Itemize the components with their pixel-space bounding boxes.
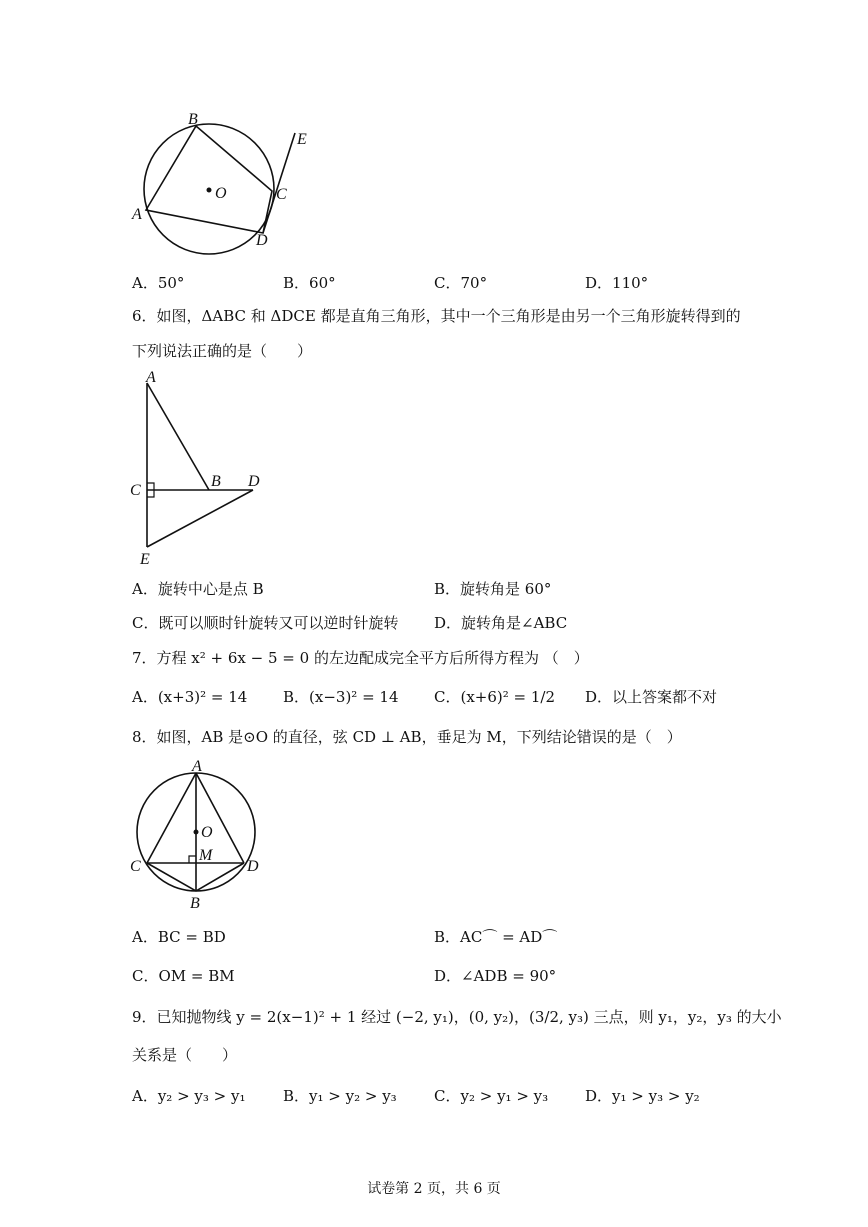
q5-figure bbox=[120, 105, 330, 265]
q6-option-a: A．旋转中心是点 B bbox=[132, 580, 264, 598]
q7-option-b: B．(x−3)² = 14 bbox=[283, 688, 399, 706]
q6-label-e: E bbox=[140, 551, 150, 568]
q6-option-d: D．旋转角是∠ABC bbox=[434, 614, 568, 632]
q8-option-d: D．∠ADB = 90° bbox=[434, 967, 557, 985]
q8-label-m: M bbox=[199, 847, 213, 864]
q6-label-b: B bbox=[211, 473, 221, 490]
q8-stem: 8．如图，AB 是⊙O 的直径，弦 CD ⊥ AB，垂足为 M，下列结论错误的是（ ） bbox=[132, 728, 682, 746]
q8-label-o: O bbox=[201, 824, 213, 841]
q5-label-e: E bbox=[297, 131, 307, 148]
q5-label-d: D bbox=[256, 232, 268, 249]
q5-option-c: C．70° bbox=[434, 274, 488, 292]
q6-segment-de bbox=[147, 490, 253, 547]
q9-option-b: B．y₁ > y₂ > y₃ bbox=[283, 1087, 397, 1105]
q9-stem-line2: 关系是（ ） bbox=[132, 1046, 238, 1064]
q8-label-c: C bbox=[130, 858, 141, 875]
q7-option-a: A．(x+3)² = 14 bbox=[132, 688, 248, 706]
q8-option-c: C．OM = BM bbox=[132, 967, 235, 985]
q8-option-b: B．AC⌒ = AD⌒ bbox=[434, 928, 558, 946]
q8-label-a: A bbox=[192, 758, 202, 775]
q6-label-d: D bbox=[248, 473, 260, 490]
q7-option-c: C．(x+6)² = 1/2 bbox=[434, 688, 556, 706]
q5-label-a: A bbox=[132, 206, 142, 223]
q8-right-angle-mark bbox=[189, 856, 196, 863]
q8-label-b: B bbox=[190, 895, 200, 912]
q5-option-a: A．50° bbox=[132, 274, 185, 292]
q6-label-a: A bbox=[146, 369, 156, 386]
q8-label-d: D bbox=[247, 858, 259, 875]
q8-segment-db bbox=[196, 863, 244, 891]
q8-center-dot bbox=[194, 830, 199, 835]
q6-stem-line2: 下列说法正确的是（ ） bbox=[132, 342, 313, 360]
q9-option-c: C．y₂ > y₁ > y₃ bbox=[434, 1087, 549, 1105]
q5-label-o: O bbox=[215, 185, 227, 202]
q5-center-dot bbox=[207, 188, 212, 193]
q8-segment-cb bbox=[147, 863, 196, 891]
q6-option-b: B．旋转角是 60° bbox=[434, 580, 552, 598]
q6-stem-line1: 6．如图，ΔABC 和 ΔDCE 都是直角三角形，其中一个三角形是由另一个三角形旋转得到的 bbox=[132, 307, 741, 325]
q5-extension-ce bbox=[263, 133, 295, 233]
q5-option-b: B．60° bbox=[283, 274, 336, 292]
q6-option-c: C．既可以顺时针旋转又可以逆时针旋转 bbox=[132, 614, 399, 632]
page-footer: 试卷第 2 页，共 6 页 bbox=[367, 1181, 501, 1197]
q8-option-a: A．BC = BD bbox=[132, 928, 226, 946]
q5-option-d: D．110° bbox=[585, 274, 649, 292]
q5-label-b: B bbox=[188, 111, 198, 128]
q7-stem: 7．方程 x² + 6x − 5 = 0 的左边配成完全平方后所得方程为 （ ） bbox=[132, 649, 589, 667]
q8-segment-ac bbox=[147, 773, 196, 863]
q6-label-c: C bbox=[130, 482, 141, 499]
q5-label-c: C bbox=[276, 186, 287, 203]
q9-option-a: A．y₂ > y₃ > y₁ bbox=[132, 1087, 246, 1105]
q9-option-d: D．y₁ > y₃ > y₂ bbox=[585, 1087, 700, 1105]
q6-figure bbox=[120, 365, 280, 570]
q9-stem-line1: 9．已知抛物线 y = 2(x−1)² + 1 经过 (−2, y₁)，(0, y₂)，(3/2, y₃) 三点，则 y₁，y₂，y₃ 的大小 bbox=[132, 1008, 782, 1026]
q7-option-d: D．以上答案都不对 bbox=[585, 688, 718, 706]
q6-segment-ab bbox=[147, 383, 209, 490]
q8-figure bbox=[120, 755, 280, 915]
